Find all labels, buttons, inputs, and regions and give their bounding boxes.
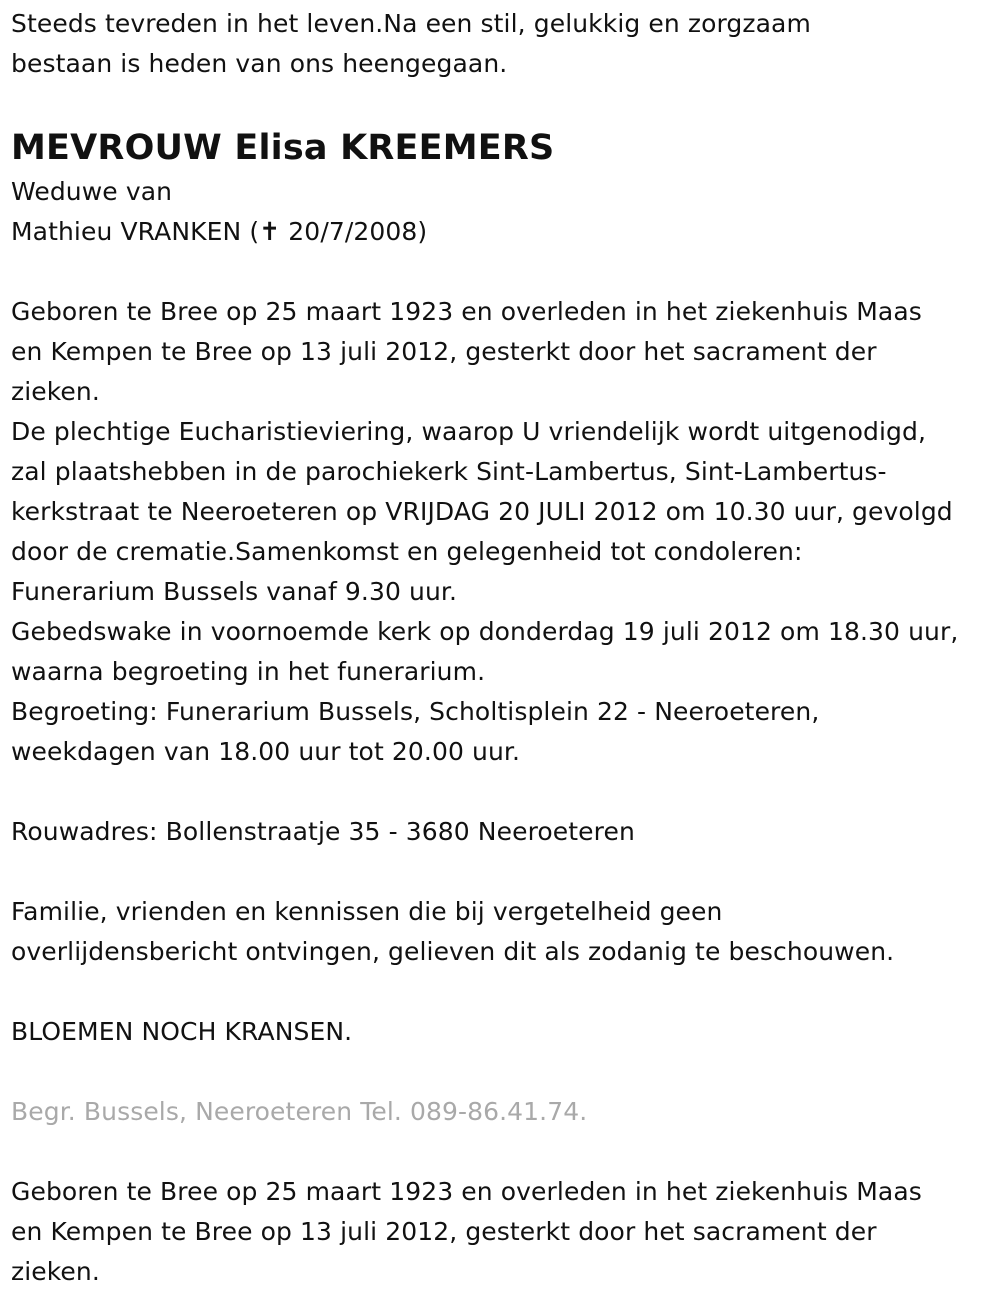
text-line: kerkstraat te Neeroeteren op VRIJDAG 20 JULI 2012 om 10.30 uur, gevolgd	[11, 497, 953, 526]
intro-text	[11, 4, 996, 84]
mourning-address: Rouwadres: Bollenstraatje 35 - 3680 Neeroeteren	[11, 817, 635, 846]
text-line: zal plaatshebben in de parochiekerk Sint-Lambertus, Sint-Lambertus-	[11, 457, 887, 486]
spouse-info	[11, 172, 996, 252]
spacer	[11, 1132, 996, 1172]
family-note	[11, 892, 996, 972]
text-line: Geboren te Bree op 25 maart 1923 en overleden in het ziekenhuis Maas	[11, 1177, 922, 1206]
spacer	[11, 252, 996, 292]
text-line: Geboren te Bree op 25 maart 1923 en overleden in het ziekenhuis Maas	[11, 297, 922, 326]
main-text	[11, 292, 996, 772]
flowers-note: BLOEMEN NOCH KRANSEN.	[11, 1017, 353, 1046]
text-line: en Kempen te Bree op 13 juli 2012, gesterkt door het sacrament der	[11, 1217, 877, 1246]
deceased-name: MEVROUW Elisa KREEMERS	[11, 128, 555, 168]
text-line: Steeds tevreden in het leven.Na een stil, gelukkig en zorgzaam	[11, 9, 811, 38]
text-line: Familie, vrienden en kennissen die bij vergetelheid geen	[11, 897, 723, 926]
text-line: zieken.	[11, 1257, 100, 1286]
undertaker-info: Begr. Bussels, Neeroeteren Tel. 089-86.41.74.	[11, 1097, 588, 1126]
text-line: bestaan is heden van ons heengegaan.	[11, 49, 508, 78]
spacer	[11, 972, 996, 1012]
text-line: Mathieu VRANKEN (✝ 20/7/2008)	[11, 217, 428, 246]
text-line: waarna begroeting in het funerarium.	[11, 657, 486, 686]
text-line: overlijdensbericht ontvingen, gelieven dit als zodanig te beschouwen.	[11, 937, 895, 966]
spacer	[11, 852, 996, 892]
text-line: weekdagen van 18.00 uur tot 20.00 uur.	[11, 737, 521, 766]
text-line: Gebedswake in voornoemde kerk op donderdag 19 juli 2012 om 18.30 uur,	[11, 617, 959, 646]
spacer	[11, 1052, 996, 1092]
text-line: en Kempen te Bree op 13 juli 2012, gesterkt door het sacrament der	[11, 337, 877, 366]
repeated-text	[11, 1172, 996, 1292]
text-line: Funerarium Bussels vanaf 9.30 uur.	[11, 577, 458, 606]
text-line: door de crematie.Samenkomst en gelegenheid tot condoleren:	[11, 537, 803, 566]
obituary-document	[11, 4, 996, 1292]
text-line: De plechtige Eucharistieviering, waarop U vriendelijk wordt uitgenodigd,	[11, 417, 926, 446]
spacer	[11, 772, 996, 812]
text-line: Begroeting: Funerarium Bussels, Scholtisplein 22 - Neeroeteren,	[11, 697, 820, 726]
text-line: zieken.	[11, 377, 100, 406]
text-line: Weduwe van	[11, 177, 173, 206]
